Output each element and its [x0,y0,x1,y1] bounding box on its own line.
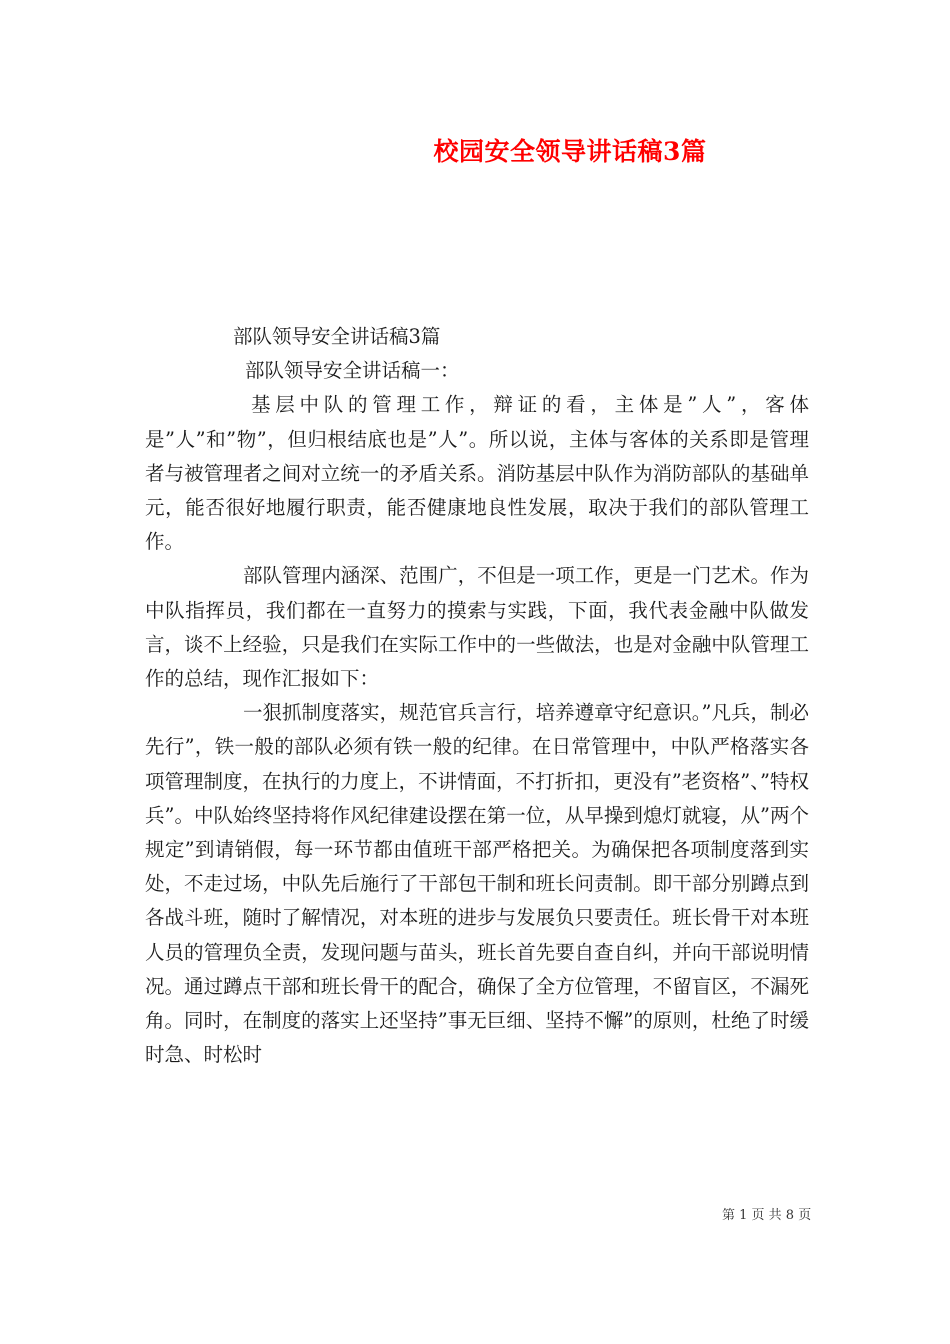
page-number: 第 1 页 共 8 页 [722,1208,812,1223]
document-title: 校园安全领导讲话稿3篇 [433,137,707,166]
document-body [145,320,809,1072]
section-heading: 部队领导安全讲话稿一： [245,359,460,383]
body-paragraph: 部队管理内涵深、范围广，不但是一项工作，更是一门艺术。作为中队指挥员，我们都在一直努力的摸索与实践，下面，我代表金融中队做发言，谈不上经验，只是我们在实际工作中的一些做法，也是对金融中队管理工作的总结，现作汇报如下： [145,564,809,691]
document-subtitle: 部队领导安全讲话稿3篇 [233,325,441,348]
body-paragraph: 基层中队的管理工作，辩证的看，主体是”人”，客体是”人”和”物”，但归根结底也是”人”。所以说，主体与客体的关系即是管理者与被管理者之间对立统一的矛盾关系。消防基层中队作为消防部队的基础单元，能否很好地履行职责，能否健康地良性发展，取决于我们的部队管理工作。 [145,393,809,554]
body-paragraph: 一狠抓制度落实，规范官兵言行，培养遵章守纪意识。”凡兵，制必先行”，铁一般的部队必须有铁一般的纪律。在日常管理中，中队严格落实各项管理制度，在执行的力度上，不讲情面，不打折扣，更没有”老资格”、”特权兵”。中队始终坚持将作风纪律建设摆在第一位，从早操到熄灯就寝，从”两个规定”到请销假，每一环节都由值班干部严格把关。为确保把各项制度落到实处，不走过场，中队先后施行了干部包干制和班长问责制。即干部分别蹲点到各战斗班，随时了解情况，对本班的进步与发展负只要责任。班长骨干对本班人员的管理负全责，发现问题与苗头，班长首先要自查自纠，并向干部说明情况。通过蹲点干部和班长骨干的配合，确保了全方位管理，不留盲区，不漏死角。同时，在制度的落实上还坚持”事无巨细、坚持不懈”的原则，杜绝了时缓时急、时松时 [145,701,809,1067]
